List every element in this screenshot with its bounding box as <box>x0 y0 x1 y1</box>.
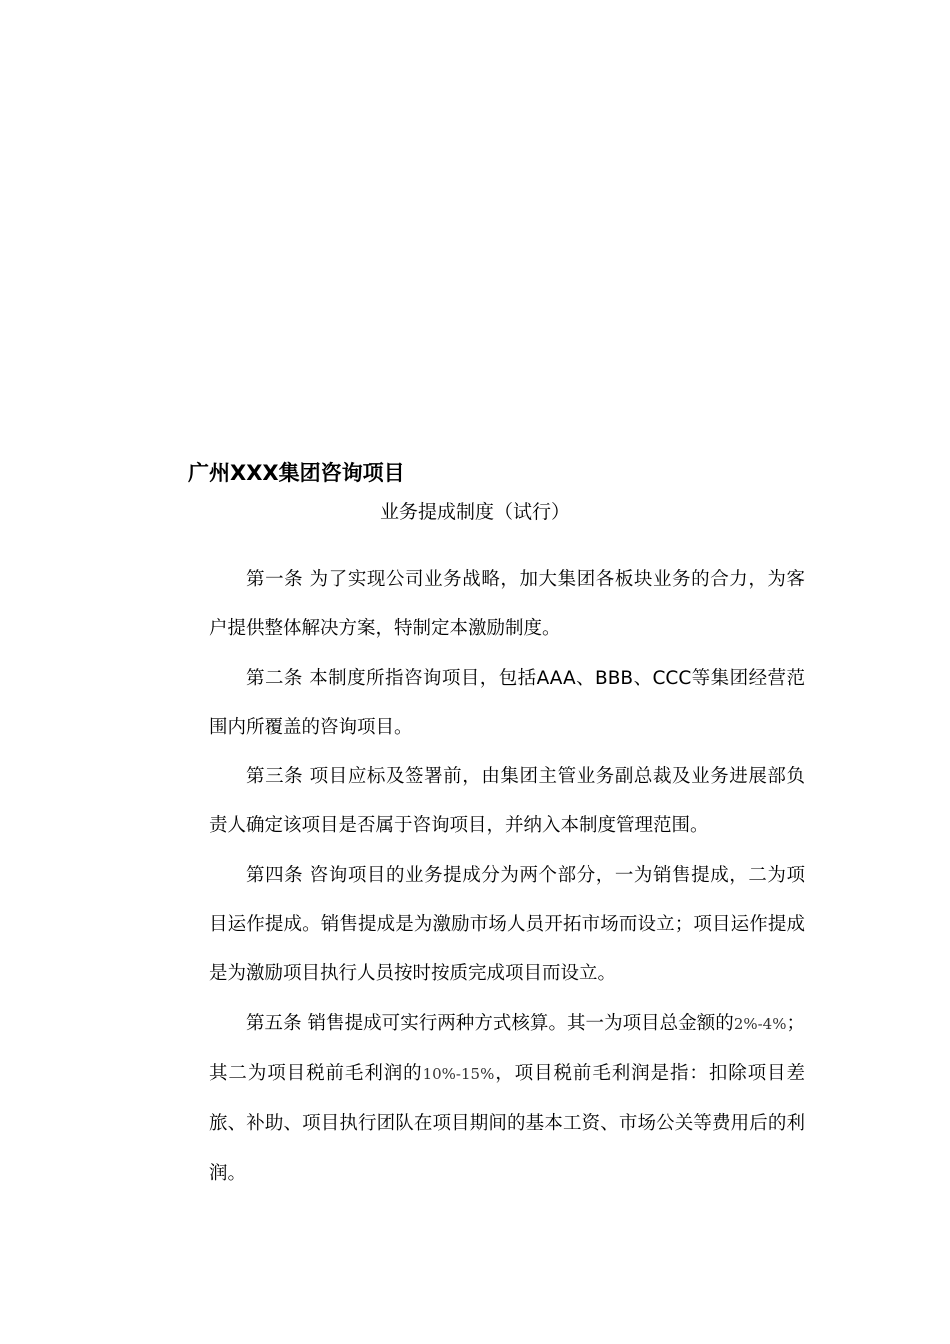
article-1: 第一条 为了实现公司业务战略，加大集团各板块业务的合力，为客户提供整体解决方案，特制定本激励制度。 <box>209 569 805 640</box>
document-body <box>209 555 805 1198</box>
article-3: 第三条 项目应标及签署前，由集团主管业务副总裁及业务进展部负责人确定该项目是否属于咨询项目，并纳入本制度管理范围。 <box>209 766 805 837</box>
article-4: 第四条 咨询项目的业务提成分为两个部分，一为销售提成，二为项目运作提成。销售提成是为激励市场人员开拓市场而设立；项目运作提成是为激励项目执行人员按时按质完成项目而设立。 <box>209 864 805 985</box>
document-subtitle: 业务提成制度（试行） <box>379 501 570 523</box>
article-2: 第二条 本制度所指咨询项目，包括AAA、BBB、CCC等集团经营范围内所覆盖的咨询项目。 <box>209 667 805 738</box>
document-title: 广州XXX集团咨询项目 <box>188 461 405 485</box>
article-5 <box>209 999 805 1198</box>
article-5-percent-range-1: 2%-4% <box>733 1014 787 1033</box>
article-5-percent-range-2: 10%-15% <box>422 1064 495 1083</box>
article-5-part-3: ，项目税前毛利润是指：扣除项目差旅、补助、项目执行团队在项目期间的基本工资、市场公关等费用后的利润。 <box>209 1062 805 1184</box>
article-5-part-1: 第五条 销售提成可实行两种方式核算。其一为项目总金额的 <box>246 1012 734 1034</box>
article-5-part-2: ；其二为项目税前毛利润的 <box>209 1012 805 1084</box>
